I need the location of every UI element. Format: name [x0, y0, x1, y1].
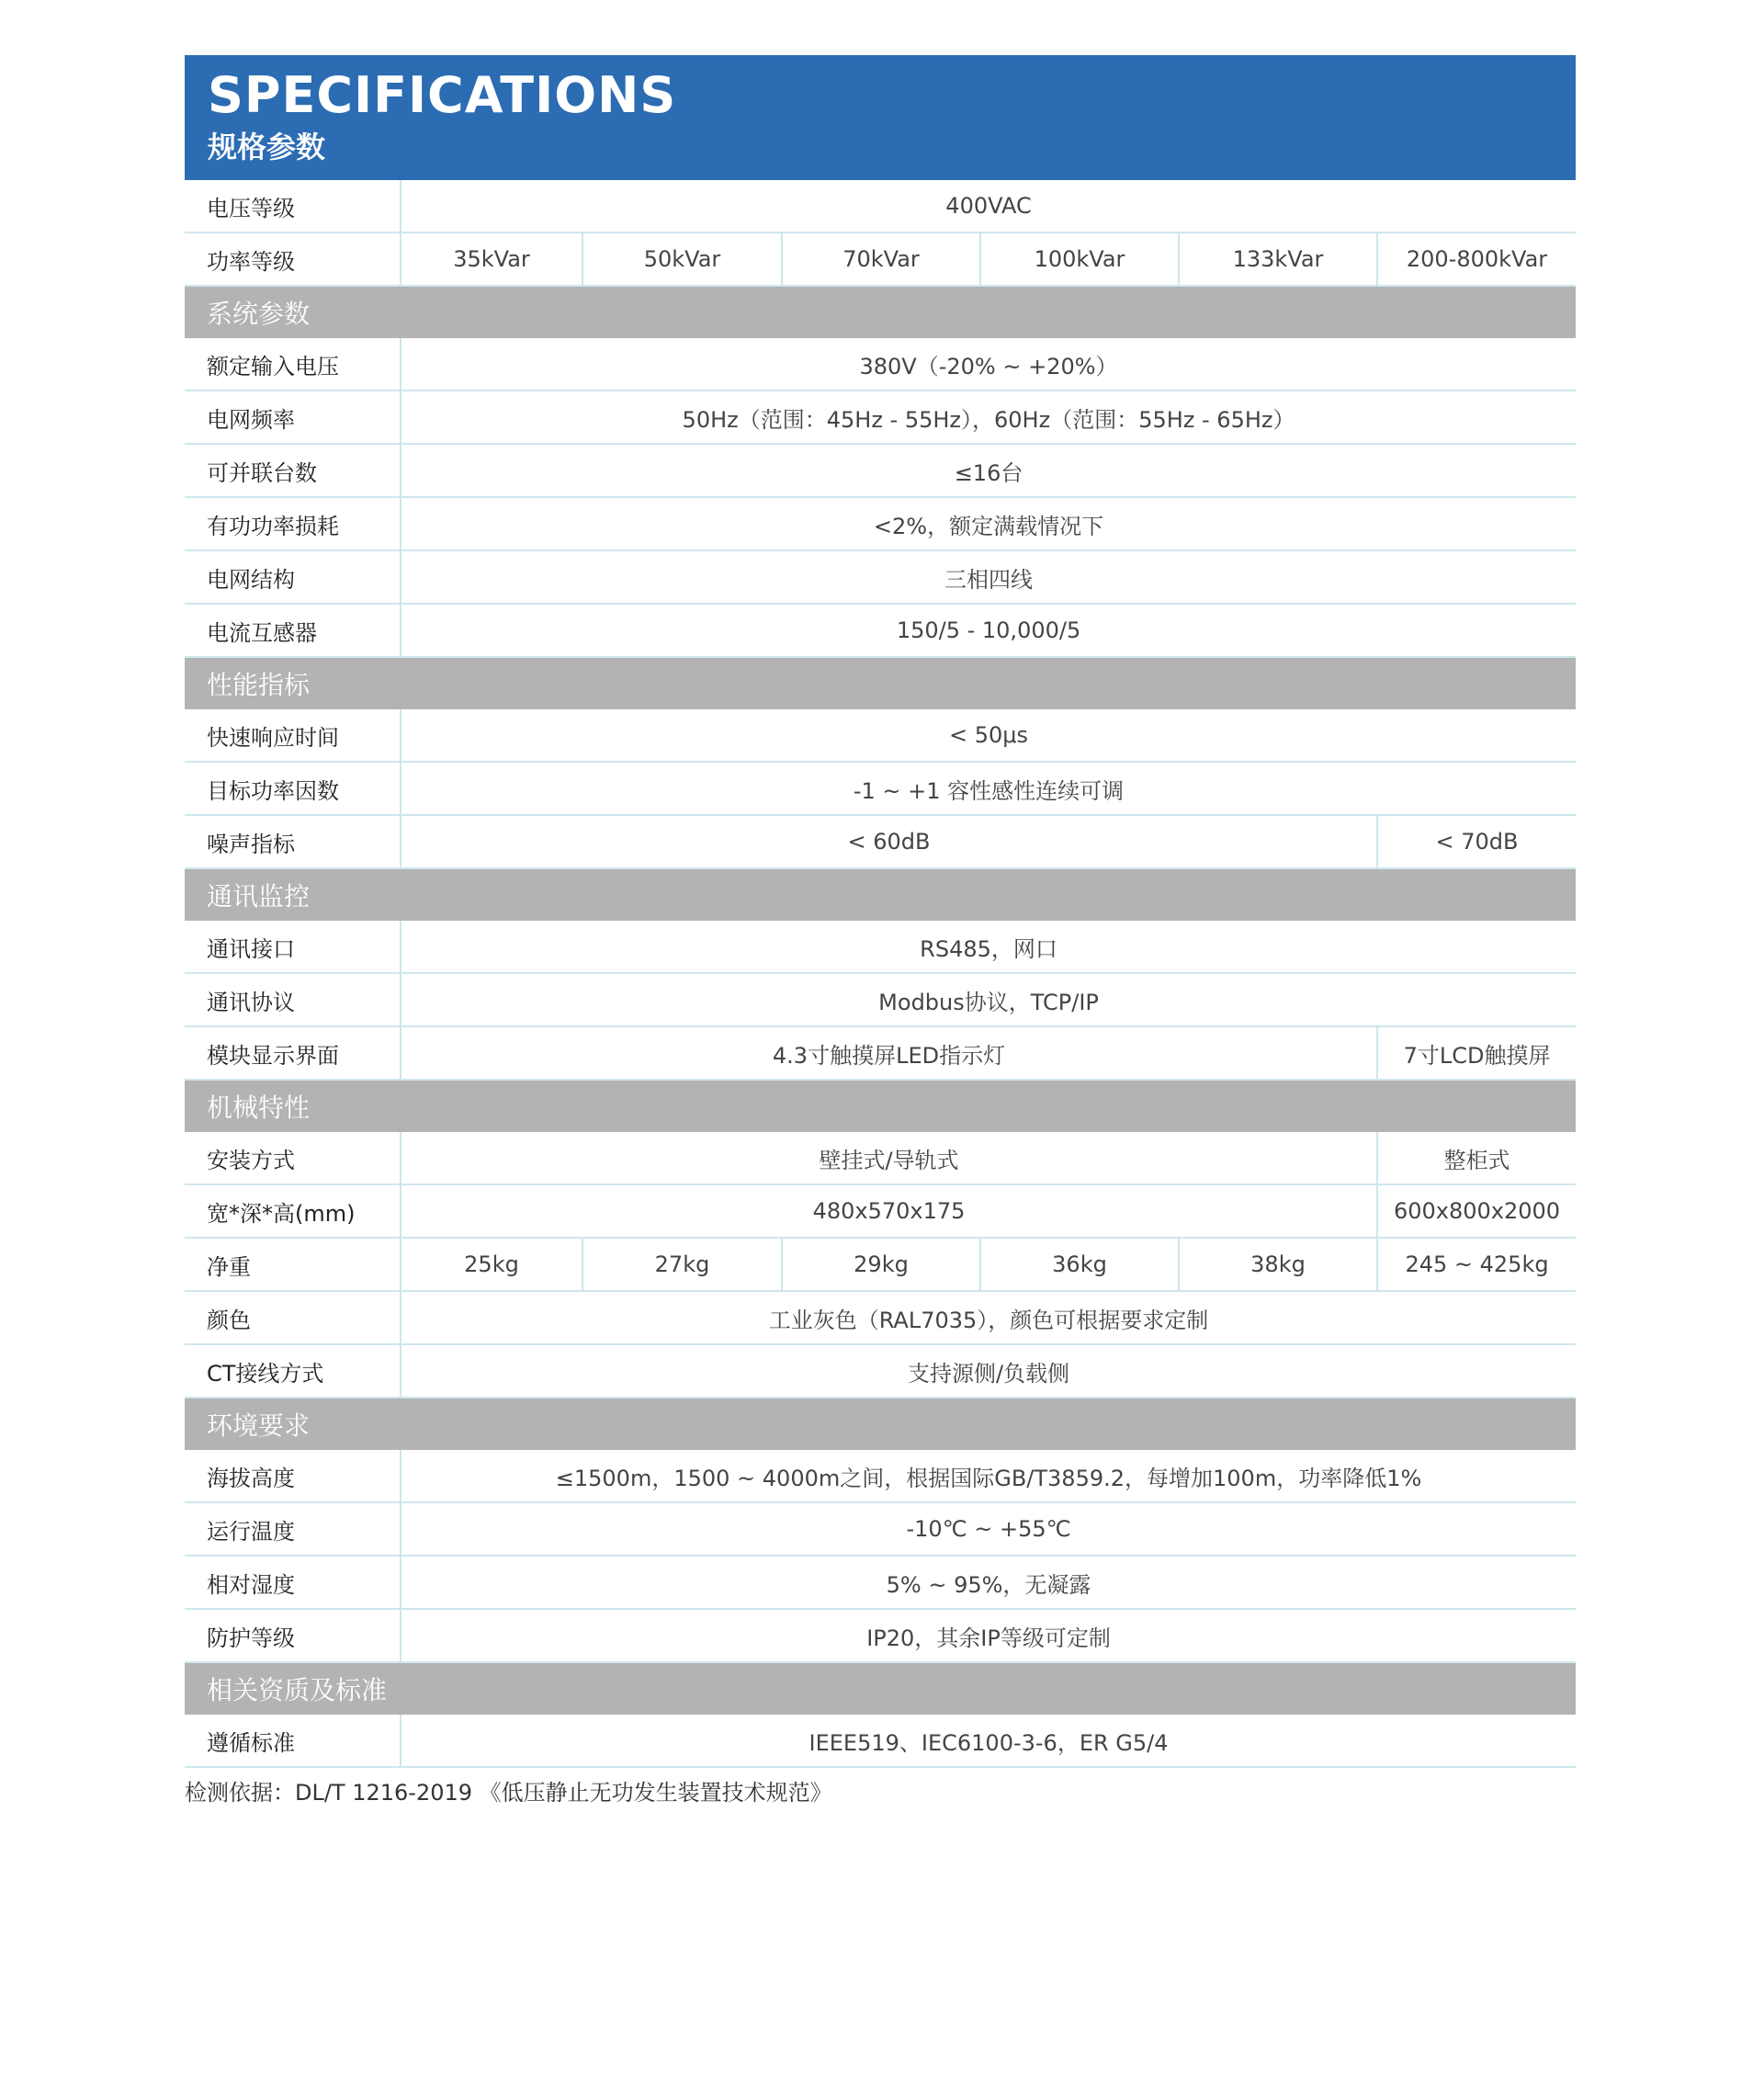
- weight-cell: 29kg: [782, 1238, 980, 1291]
- table-row: [185, 1291, 1576, 1344]
- row-value: 400VAC: [401, 180, 1576, 232]
- power-cell: 35kVar: [401, 232, 582, 286]
- row-value: ≤16台: [401, 444, 1576, 497]
- footer-note: 检测依据：DL/T 1216-2019 《低压静止无功发生装置技术规范》: [185, 1780, 832, 1806]
- table-row: [185, 1238, 1576, 1291]
- row-value: RS485，网口: [401, 921, 1576, 973]
- table-row: [185, 391, 1576, 444]
- section-header: [185, 286, 1576, 338]
- row-value: 480x570x175: [401, 1184, 1377, 1238]
- weight-cell: 245 ~ 425kg: [1377, 1238, 1576, 1291]
- row-label: 宽*深*高(mm): [185, 1184, 401, 1238]
- weight-cell: 36kg: [980, 1238, 1179, 1291]
- section-header: [185, 868, 1576, 921]
- row-value: 150/5 - 10,000/5: [401, 604, 1576, 657]
- row-value: 整柜式: [1377, 1132, 1576, 1184]
- table-row: [185, 180, 1576, 232]
- title-en: SPECIFICATIONS: [208, 66, 677, 124]
- spec-table: [185, 180, 1576, 1768]
- section-title: 机械特性: [185, 1080, 1576, 1132]
- weight-cell: 27kg: [582, 1238, 782, 1291]
- row-value: 壁挂式/导轨式: [401, 1132, 1377, 1184]
- row-label: 相对湿度: [185, 1556, 401, 1609]
- title-cn: 规格参数: [208, 130, 326, 164]
- row-value: 50Hz（范围：45Hz - 55Hz），60Hz（范围：55Hz - 65Hz）: [401, 391, 1576, 444]
- row-label: 目标功率因数: [185, 762, 401, 815]
- row-label: 通讯接口: [185, 921, 401, 973]
- table-row: [185, 815, 1576, 868]
- section-title: 性能指标: [185, 657, 1576, 709]
- table-row: [185, 921, 1576, 973]
- row-label: 快速响应时间: [185, 709, 401, 762]
- power-cell: 100kVar: [980, 232, 1179, 286]
- table-row: [185, 1184, 1576, 1238]
- row-value: < 60dB: [401, 815, 1377, 868]
- table-row: [185, 1026, 1576, 1080]
- section-header: [185, 1080, 1576, 1132]
- row-value: IP20，其余IP等级可定制: [401, 1609, 1576, 1662]
- section-title: 相关资质及标准: [185, 1662, 1576, 1715]
- power-cell: 200-800kVar: [1377, 232, 1576, 286]
- section-title: 系统参数: [185, 286, 1576, 338]
- row-value: 工业灰色（RAL7035），颜色可根据要求定制: [401, 1291, 1576, 1344]
- section-header: [185, 1662, 1576, 1715]
- row-value: 支持源侧/负载侧: [401, 1344, 1576, 1398]
- power-cell: 133kVar: [1179, 232, 1377, 286]
- section-header: [185, 657, 1576, 709]
- table-row: [185, 1132, 1576, 1184]
- row-label: 运行温度: [185, 1502, 401, 1556]
- row-value: 600x800x2000: [1377, 1184, 1576, 1238]
- section-title: 环境要求: [185, 1398, 1576, 1450]
- table-row: [185, 444, 1576, 497]
- table-row: [185, 709, 1576, 762]
- row-label: 通讯协议: [185, 973, 401, 1026]
- table-row: [185, 604, 1576, 657]
- weight-cell: 25kg: [401, 1238, 582, 1291]
- table-row: [185, 232, 1576, 286]
- power-cell: 50kVar: [582, 232, 782, 286]
- row-label: 电压等级: [185, 180, 401, 232]
- row-value: 5% ~ 95%，无凝露: [401, 1556, 1576, 1609]
- row-label: 电网结构: [185, 550, 401, 604]
- row-value: 7寸LCD触摸屏: [1377, 1026, 1576, 1080]
- table-row: [185, 550, 1576, 604]
- row-value: < 50μs: [401, 709, 1576, 762]
- row-value: 4.3寸触摸屏LED指示灯: [401, 1026, 1377, 1080]
- section-title: 通讯监控: [185, 868, 1576, 921]
- weight-cell: 38kg: [1179, 1238, 1377, 1291]
- row-label: 额定输入电压: [185, 338, 401, 391]
- spec-header: [185, 55, 1576, 180]
- row-label: 海拔高度: [185, 1450, 401, 1502]
- row-value: -1 ~ +1 容性感性连续可调: [401, 762, 1576, 815]
- table-row: [185, 1502, 1576, 1556]
- table-row: [185, 1556, 1576, 1609]
- row-value: 380V（-20% ~ +20%）: [401, 338, 1576, 391]
- row-value: <2%，额定满载情况下: [401, 497, 1576, 550]
- table-row: [185, 1344, 1576, 1398]
- table-row: [185, 762, 1576, 815]
- table-row: [185, 497, 1576, 550]
- row-label: 净重: [185, 1238, 401, 1291]
- row-label: 安装方式: [185, 1132, 401, 1184]
- table-row: [185, 1450, 1576, 1502]
- row-label: 防护等级: [185, 1609, 401, 1662]
- row-value: IEEE519、IEC6100-3-6，ER G5/4: [401, 1715, 1576, 1767]
- row-label: 遵循标准: [185, 1715, 401, 1767]
- row-label: 噪声指标: [185, 815, 401, 868]
- row-label: 颜色: [185, 1291, 401, 1344]
- row-label: 可并联台数: [185, 444, 401, 497]
- row-label: CT接线方式: [185, 1344, 401, 1398]
- row-value: 三相四线: [401, 550, 1576, 604]
- table-row: [185, 338, 1576, 391]
- row-label: 有功功率损耗: [185, 497, 401, 550]
- table-row: [185, 1715, 1576, 1767]
- row-value: ≤1500m，1500 ~ 4000m之间，根据国际GB/T3859.2，每增加100m，功率降低1%: [401, 1450, 1576, 1502]
- table-row: [185, 1609, 1576, 1662]
- row-label: 功率等级: [185, 232, 401, 286]
- power-cell: 70kVar: [782, 232, 980, 286]
- section-header: [185, 1398, 1576, 1450]
- row-value: -10℃ ~ +55℃: [401, 1502, 1576, 1556]
- row-label: 电网频率: [185, 391, 401, 444]
- row-label: 电流互感器: [185, 604, 401, 657]
- row-label: 模块显示界面: [185, 1026, 401, 1080]
- row-value: < 70dB: [1377, 815, 1576, 868]
- table-row: [185, 973, 1576, 1026]
- spec-sheet: [185, 55, 1576, 1768]
- row-value: Modbus协议，TCP/IP: [401, 973, 1576, 1026]
